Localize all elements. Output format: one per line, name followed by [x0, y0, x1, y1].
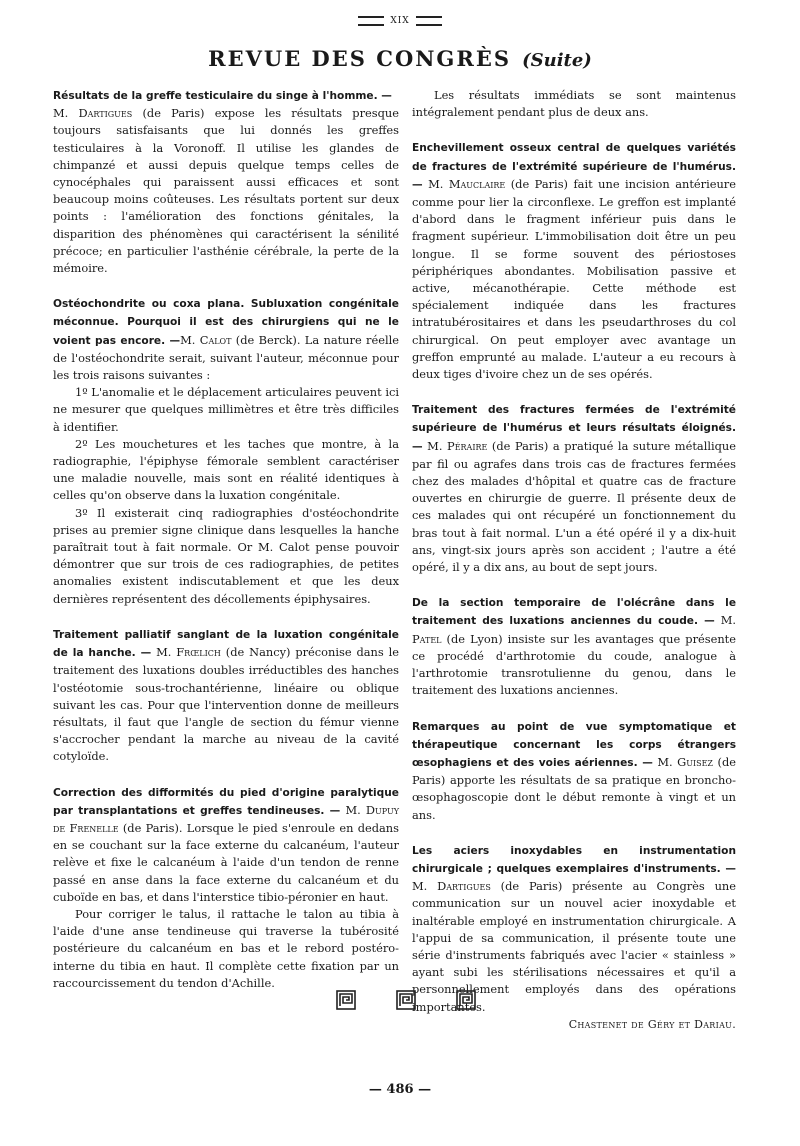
section-humerus-pinning: [412, 139, 736, 383]
greek-key-spiral-icon: [456, 990, 476, 1010]
top-ornament: [358, 14, 442, 28]
ornament-row: [330, 990, 490, 1012]
section-text: (de Paris) expose les résultats presque toujours satisfaisants que lui donnés les greffes testiculaires à la Voronoff. Il utilise les glandes de chimpanzé et aussi depuis quelque temps celles de cynocéphales qui paraissent aussi efficaces et sont beaucoup moins coûteuses. Les résultats portent sur deux points : l'amélioration des fonctions génitales, la disparition des phénomènes qui caractérisent la sénilité précoce; en particulier l'asthénie cérébrale, la perte de la mémoire.: [53, 106, 399, 276]
section-olecranon: [412, 594, 736, 699]
greek-key-spiral-icon: [336, 990, 356, 1010]
section-heading: Correction des difformités du pied d'origine paralytique par transplantations et greffes tendineuses. —: [53, 786, 399, 817]
right-column: [412, 87, 736, 1033]
section-text: (de Berck). La nature réelle de l'ostéochondrite serait, suivant l'auteur, méconnue pour les trois raisons suivantes :: [53, 332, 399, 383]
section-osteochondritis: [53, 295, 399, 384]
author-name: M. Guisez: [657, 754, 713, 769]
section-text: (de Lyon) insiste sur les avantages que présente ce procédé d'arthrotomie du coude, analogue à l'arthrotomie transrotulienne du genou, dans le traitement des luxations anciennes.: [412, 631, 736, 698]
page-number: — 486 —: [368, 1082, 432, 1097]
page-title: REVUE DES CONGRÈS: [208, 46, 511, 71]
section-closed-fractures: [412, 401, 736, 576]
section-text: (de Paris) apporte les résultats de sa pratique en broncho-œsophagoscopie dont le début remonte à vingt et un ans.: [412, 754, 736, 822]
paragraph: 2º Les mouchetures et les taches que montre, à la radiographie, l'épiphyse fémorale semblent caractériser une maladie nouvelle, mais sont en réalité identiques à celles qu'on observe dans la luxation congénitale.: [53, 436, 399, 503]
continued-paragraph: Les résultats immédiats se sont maintenus intégralement pendant plus de deux ans.: [412, 88, 736, 120]
author-name: M. Dartigues: [412, 879, 491, 894]
section-hip-luxation: [53, 626, 399, 766]
paragraph: Pour corriger le talus, il rattache le talon au tibia à l'aide d'une anse tendineuse qui traverse la tubérosité postérieure du calcanéum en bas et le rebord postéro-interne du tibia en haut. Il complète cette fixation par un raccourcissement du tendon d'Achille.: [53, 906, 399, 990]
page-title-suite: (Suite): [522, 50, 592, 71]
section-heading: Enchevillement osseux central de quelques variétés de fractures de l'extrémité supérieure de l'humérus. —: [412, 142, 736, 191]
section-heading: De la section temporaire de l'olécrâne dans le traitement des luxations anciennes du coude. —: [412, 597, 736, 628]
author-name: M. Patel: [412, 613, 736, 646]
section-text: (de Nancy) préconise dans le traitement des luxations doubles irréductibles des hanches l'ostéotomie sous-trochantérienne, linéaire ou oblique suivant les cas. Pour que l'intervention donne de meilleurs résultats, il faut que l'angle de section du fémur vienne s'accrocher pendant la marche au niveau de la cavité cotyloïde.: [53, 645, 399, 764]
author-name: M. Péraire: [427, 438, 488, 453]
author-name: M. Mauclaire: [428, 176, 506, 191]
section-heading: Traitement palliatif sanglant de la luxation congénitale de la hanche. —: [53, 628, 399, 660]
section-heading: Les aciers inoxydables en instrumentation chirurgicale ; quelques exemplaires d'instruments. —: [412, 844, 736, 875]
author-name: M. Dartigues: [53, 106, 133, 121]
author-name: M. Dupuy de Frenelle: [53, 802, 400, 835]
section-text: (de Paris) fait une incision antérieure comme pour lier la circonflexe. Le greffon est implanté d'abord dans le fragment inférieur puis dans le fragment supérieur. L'immobilisation doit être un peu longue. Il se forme souvent des périostoses périphériques abondantes. Mobilisation passive et active, mécanothérapie. Cette méthode est spécialement indiquée dans les fractures intratubérositaires et dans les pseudarthroses du col chirurgical. On peut employer avec avantage un greffon emprunté au malade. L'auteur a eu recours à deux tiges d'ivoire chez un de ses opérés.: [412, 176, 736, 382]
left-column: [53, 87, 399, 992]
signature: Chastenet de Géry et Dariau.: [568, 1017, 736, 1031]
author-name: M. Calot: [180, 332, 232, 347]
paragraph: 3º Il existerait cinq radiographies d'ostéochondrite prises au premier signe clinique dans lesquelles la hanche paraîtrait tout à fait normale. Or M. Calot pense pouvoir démontrer que sur trois de ces radiographies, de petites anomalies existent indiscutablement et que les deux dernières représentent des décollements épiphysaires.: [53, 505, 399, 606]
section-text: (de Paris). Lorsque le pied s'enroule en dedans en se couchant sur la face externe du calcanéum, l'auteur relève et fixe le calcanéum à l'aide d'un tendon de renne passé en anse dans la face externe du calcanéum et du cuboïde en bas, et dans l'interstice tibio-péronier en haut.: [53, 820, 399, 904]
greek-key-spiral-icon: [396, 990, 416, 1010]
section-foreign-bodies: [412, 718, 736, 824]
section-heading: Traitement des fractures fermées de l'extrémité supérieure de l'humérus et leurs résultats éloignés. —: [412, 404, 736, 453]
top-ornament-label: XIX: [384, 14, 416, 28]
section-foot-deformities: [53, 784, 399, 906]
section-heading: Résultats de la greffe testiculaire du singe à l'homme. —: [53, 90, 392, 102]
section-text: (de Paris) présente au Congrès une communication sur un nouvel acier inoxydable et inaltérable employé en instrumentation chirurgicale. A l'appui de sa communication, il présente toute une série d'instruments fabriqués avec l'acier « stainless » ayant subi les stérilisations nécessaires et qu'il a personnellement employés dans des opérations importantes.: [412, 879, 736, 1014]
page-header: [0, 46, 800, 71]
author-name: M. Frœlich: [156, 645, 221, 660]
section-testicular-graft: [53, 87, 399, 277]
section-heading: Ostéochondrite ou coxa plana. Subluxation congénitale méconnue. Pourquoi il est des chirurgiens qui ne le voient pas encore. —: [53, 298, 399, 347]
section-text: (de Paris) a pratiqué la suture métallique par fil ou agrafes dans trois cas de fractures fermées chez des malades d'hôpital et quatre cas de fracture ouvertes en chirurgie de guerre. Il présente deux de ces malades qui ont récupéré un fonctionnement du bras tout à fait normal. L'un a été opéré il y a dix-huit ans, vingt-six jours après son accident ; l'autre a été opéré, il y a dix ans, au bout de sept jours.: [412, 438, 736, 575]
paragraph: 1º L'anomalie et le déplacement articulaires peuvent ici ne mesurer que quelques millimètres et être très difficiles à identifier.: [53, 385, 399, 434]
section-heading: Remarques au point de vue symptomatique et thérapeutique concernant les corps étrangers œsophagiens et des voies aériennes. —: [412, 720, 736, 769]
